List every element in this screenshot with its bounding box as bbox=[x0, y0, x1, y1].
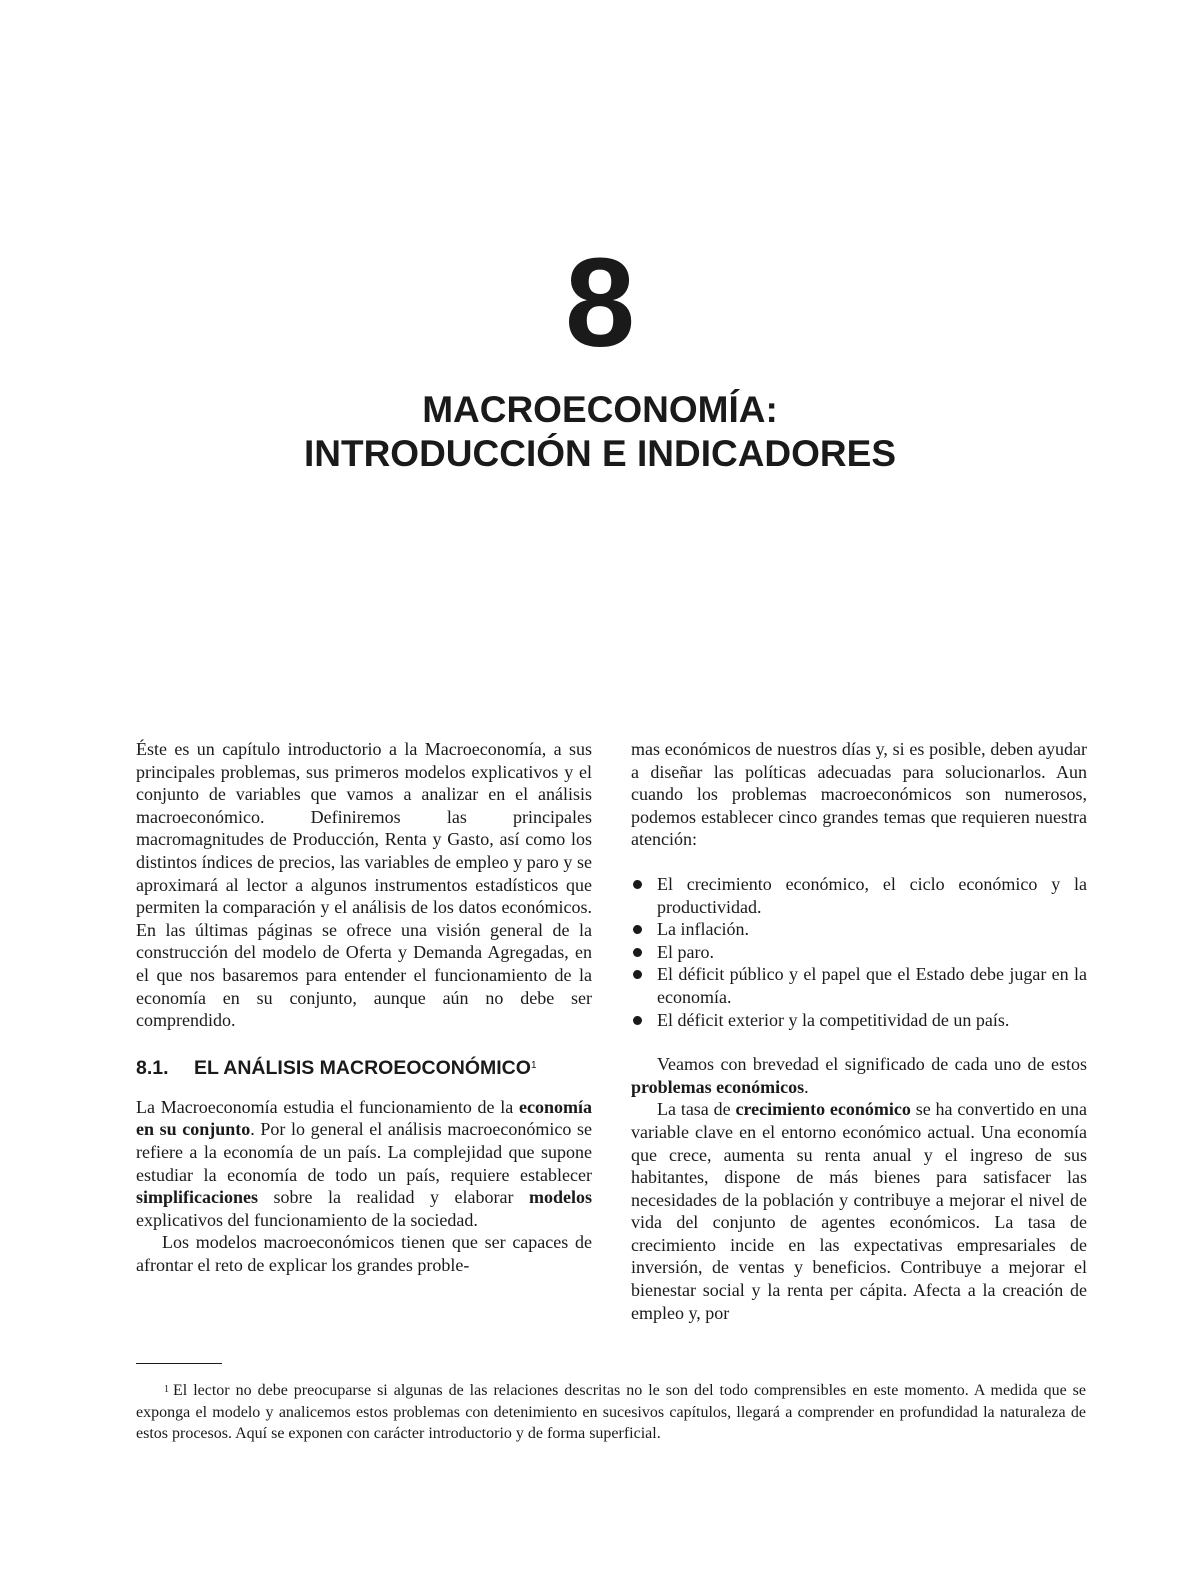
bold-term: simplificaciones bbox=[136, 1187, 258, 1208]
text-run: Veamos con brevedad el significado de cada uno de estos bbox=[657, 1054, 1087, 1075]
bold-term: economía en su conjunto bbox=[136, 1096, 592, 1140]
chapter-title-line-2: INTRODUCCIÓN E INDICADORES bbox=[303, 433, 897, 474]
list-item bbox=[631, 873, 1087, 918]
list-item-text: El paro. bbox=[657, 941, 714, 962]
bullet-icon bbox=[633, 880, 642, 889]
text-run: se ha convertido en una variable clave en el entorno económico actual. Una economía que crece, aumenta su renta anual y el ingreso de sus habitantes, dispone de más bienes para satisfacer las necesidades de la población y contribuye a mejorar el nivel de vida del conjunto de agentes económicos. La tasa de crecimiento incide en las expectativas empresariales de inversión, de ventas y beneficios. Contribuye a mejorar el bienestar social y la renta per cápita. Afecta a la creación de empleo y, por bbox=[631, 1099, 1087, 1323]
bold-term: crecimiento económico bbox=[735, 1099, 911, 1120]
chapter-title bbox=[0, 388, 1200, 476]
text-run: . bbox=[804, 1076, 809, 1097]
list-item-text: El crecimiento económico, el ciclo económico y la productividad. bbox=[657, 873, 1087, 917]
text-run: explicativos del funcionamiento de la sociedad. bbox=[136, 1209, 478, 1230]
bullet-icon bbox=[633, 948, 642, 957]
section-heading bbox=[136, 1056, 592, 1080]
list-item-text: El déficit público y el papel que el Estado debe jugar en la economía. bbox=[657, 964, 1087, 1007]
chapter-number: 8 bbox=[564, 232, 636, 373]
footnote-mark: 1 bbox=[164, 1384, 169, 1395]
text-run: La Macroeconomía estudia el funcionamiento de la bbox=[136, 1096, 520, 1117]
body-paragraph: mas económicos de nuestros días y, si es posible, deben ayudar a diseñar las políticas adecuadas para solucionarlos. Aun cuando los problemas macroeconómicos son numerosos, podemos establecer cinco grandes temas que requieren nuestra atención: bbox=[631, 739, 1087, 850]
bullet-list bbox=[631, 873, 1087, 1031]
bullet-icon bbox=[633, 1016, 642, 1025]
footnote bbox=[136, 1380, 1086, 1445]
list-item bbox=[631, 918, 1087, 941]
list-item-text: El déficit exterior y la competitividad de un país. bbox=[657, 1009, 1010, 1030]
body-paragraph bbox=[631, 1053, 1087, 1098]
section-number: 8.1. bbox=[136, 1056, 169, 1079]
left-column bbox=[136, 738, 592, 1276]
section-title: EL ANÁLISIS MACROEOCONÓMICO bbox=[194, 1056, 531, 1079]
section-footnote-ref: 1 bbox=[530, 1059, 537, 1071]
text-run: sobre la realidad y elaborar bbox=[258, 1187, 529, 1208]
bullet-icon bbox=[633, 970, 642, 979]
bold-term: modelos bbox=[529, 1187, 592, 1208]
body-paragraph: Los modelos macroeconómicos tienen que ser capaces de afrontar el reto de explicar los grandes proble- bbox=[136, 1232, 592, 1275]
footnote-divider bbox=[136, 1363, 222, 1364]
text-run: . Por lo general el análisis macroeconómico se refiere a la economía de un país. La complejidad que supone estudiar la economía de todo un país, requiere establecer bbox=[136, 1119, 592, 1185]
intro-paragraph: Éste es un capítulo introductorio a la Macroeconomía, a sus principales problemas, sus primeros modelos explicativos y el conjunto de variables que vamos a analizar en el análisis macroeconómico. Definiremos las principales macromagnitudes de Producción, Renta y Gasto, así como los distintos índices de precios, las variables de empleo y paro y se aproximará al lector a algunos instrumentos estadísticos que permiten la comparación y el análisis de los datos económicos. En las últimas páginas se ofrece una visión general de la construcción del modelo de Oferta y Demanda Agregadas, en el que nos basaremos para entender el funcionamiento de la economía en su conjunto, aunque aún no debe ser comprendido. bbox=[136, 739, 592, 1031]
list-item bbox=[631, 941, 1087, 964]
list-item bbox=[631, 963, 1087, 1008]
bullet-icon bbox=[633, 925, 642, 934]
list-item bbox=[631, 1009, 1087, 1032]
footnote-text: El lector no debe preocuparse si algunas de las relaciones descritas no le son del todo comprensibles en este momento. A medida que se exponga el modelo y analicemos estos problemas con detenimiento en sucesivos capítulos, llegará a comprender en profundidad la naturaleza de estos procesos. Aquí se exponen con carácter introductorio y de forma superficial. bbox=[136, 1382, 1086, 1442]
chapter-title-line-1: MACROECONOMÍA: bbox=[422, 389, 778, 430]
list-item-text: La inflación. bbox=[657, 919, 749, 940]
body-paragraph bbox=[136, 1096, 592, 1232]
text-run: La tasa de bbox=[657, 1099, 736, 1120]
bold-term: problemas económicos bbox=[631, 1076, 805, 1097]
right-column bbox=[631, 738, 1087, 1324]
body-paragraph bbox=[631, 1098, 1087, 1324]
